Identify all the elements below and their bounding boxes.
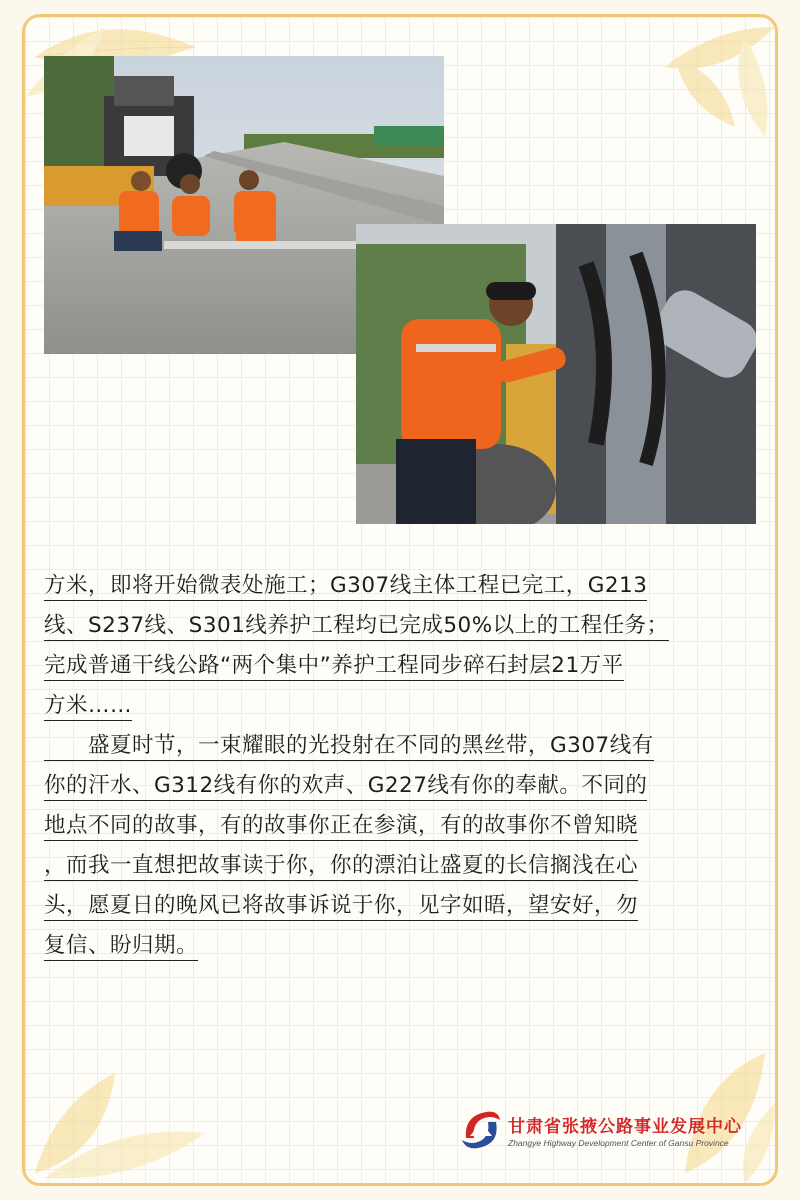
- body-line-9: 头，愿夏日的晚风已将故事诉说于你，见字如晤，望安好，勿: [44, 886, 756, 926]
- worker-checking-excavator-image: [356, 224, 756, 524]
- organization-name: 甘肃省张掖公路事业发展中心: [508, 1117, 742, 1137]
- body-line-10: 复信、盼归期。: [44, 926, 756, 966]
- leaf-decoration-top-right-icon: [625, 17, 775, 147]
- organization-logo: [460, 1108, 780, 1156]
- body-line-4: 方米……: [44, 686, 756, 726]
- highway-center-logo-icon: [460, 1108, 502, 1152]
- body-line-5: 盛夏时节，一束耀眼的光投射在不同的黑丝带，G307线有: [44, 726, 756, 766]
- body-line-1: 方米，即将开始微表处施工；G307线主体工程已完工，G213: [44, 566, 756, 606]
- body-line-6: 你的汗水、G312线有你的欢声、G227线有你的奉献。不同的: [44, 766, 756, 806]
- machine-repair-photo: [356, 224, 756, 524]
- body-line-8: ，而我一直想把故事读于你，你的漂泊让盛夏的长信搁浅在心: [44, 846, 756, 886]
- article-body: [44, 566, 756, 966]
- leaf-decoration-bottom-left-icon: [25, 1053, 215, 1183]
- body-line-2: 线、S237线、S301线养护工程均已完成50%以上的工程任务；: [44, 606, 756, 646]
- organization-name-english: Zhangye Highway Development Center of Gansu Province: [508, 1138, 729, 1148]
- body-line-3: 完成普通干线公路“两个集中”养护工程同步碎石封层21万平: [44, 646, 756, 686]
- body-line-7: 地点不同的故事，有的故事你正在参演，有的故事你不曾知晓: [44, 806, 756, 846]
